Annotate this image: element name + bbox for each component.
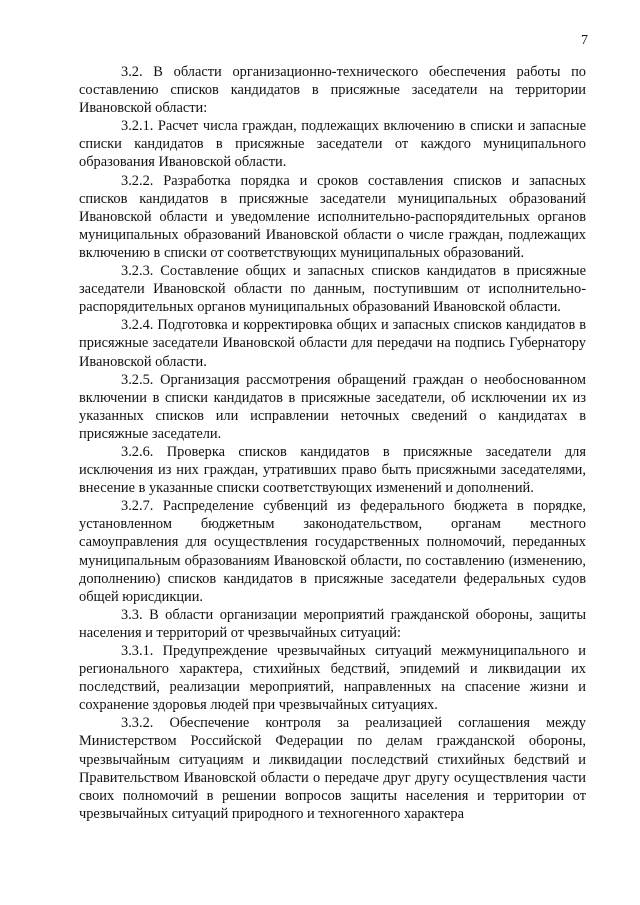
paragraph-3-2: 3.2. В области организационно-технического обеспечения работы по составлению списков кандидатов в присяжные заседатели на территории Ивановской области: (79, 64, 586, 117)
page-number: 7 (581, 33, 588, 48)
paragraph-3-2-5: 3.2.5. Организация рассмотрения обращений граждан о необоснованном включении в списки кандидатов в присяжные заседатели, об исключении их из указанных списков или исправлении неточных сведений о кандидатах в присяжные заседатели. (79, 371, 586, 442)
paragraph-3-2-2: 3.2.2. Разработка порядка и сроков составления списков и запасных списков кандидатов в присяжные заседатели муниципальных образований Ивановской области и уведомление исполнительно-распорядительных органов муниципальных образований Ивановской области о числе граждан, подлежащих включению в списки от соответствующих муниципальных образований. (79, 172, 586, 261)
document-body (79, 63, 586, 823)
paragraph-3-2-6: 3.2.6. Проверка списков кандидатов в присяжные заседатели для исключения из них граждан, утративших право быть присяжными заседателями, внесение в указанные списки соответствующих изменений и дополнений. (79, 443, 586, 497)
paragraph-3-3-1: 3.3.1. Предупреждение чрезвычайных ситуаций межмуниципального и регионального характера, стихийных бедствий, эпидемий и ликвидации их последствий, реализации мероприятий, направленных на спасение жизни и сохранение здоровья людей при чрезвычайных ситуациях. (79, 643, 586, 714)
paragraph-3-2-1: 3.2.1. Расчет числа граждан, подлежащих включению в списки и запасные списки кандидатов в присяжные заседатели от каждого муниципального образования Ивановской области. (79, 118, 586, 171)
paragraph-3-2-3: 3.2.3. Составление общих и запасных списков кандидатов в присяжные заседатели Ивановской области по данным, поступившим от исполнительно-распорядительных органов муниципальных образований Ивановской области. (79, 263, 586, 316)
paragraph-3-3: 3.3. В области организации мероприятий гражданской обороны, защиты населения и территорий от чрезвычайных ситуаций: (79, 606, 586, 641)
paragraph-3-2-4: 3.2.4. Подготовка и корректировка общих и запасных списков кандидатов в присяжные заседатели Ивановской области для передачи на подпись Губернатору Ивановской области. (79, 317, 586, 370)
paragraph-3-2-7: 3.2.7. Распределение субвенций из федерального бюджета в порядке, установленном бюджетным законодательством, органам местного самоуправления для осуществления государственных полномочий, переданных муниципальным образованиям Ивановской области, по составлению (изменению, дополнению) списков кандидатов в присяжные заседатели федеральных судов общей юрисдикции. (79, 498, 586, 605)
paragraph-3-3-2: 3.3.2. Обеспечение контроля за реализацией соглашения между Министерством Российской Федерации по делам гражданской обороны, чрезвычайным ситуациям и ликвидации последствий стихийных бедствий и Правительством Ивановской области о передаче друг другу осуществления части своих полномочий в решении вопросов защиты населения и территории от чрезвычайных ситуаций природного и техногенного характера (79, 715, 586, 822)
